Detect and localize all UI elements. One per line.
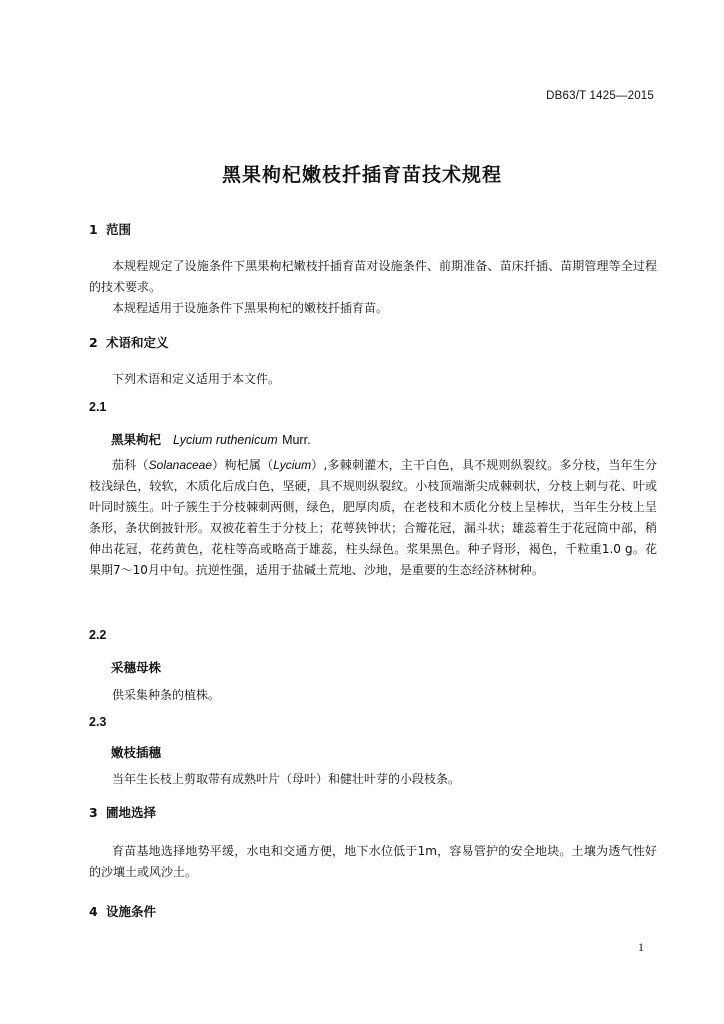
definition-text: 茄科（ [112,458,149,472]
term-2-3-number: 2.3 [89,715,107,729]
term-2-1-definition [89,455,657,581]
page-number: 1 [638,940,644,954]
term-2-1-heading [111,430,311,448]
family-latin-name: Solanaceae [148,458,213,472]
section-4-heading [89,902,156,920]
definition-text: ）枸杞属（ [212,458,274,472]
section-title: 术语和定义 [106,335,169,350]
section-1-heading [89,220,131,238]
section-2-intro: 下列术语和定义适用于本文件。 [112,372,281,386]
section-1-paragraph-1: 本规程规定了设施条件下黑果枸杞嫩枝扦插育苗对设施条件、前期准备、苗床扦插、苗期管理等全过程的技术要求。 [89,259,657,294]
genus-latin-name: Lycium [273,458,312,472]
term-2-2-heading: 采穗母株 [111,660,162,675]
term-2-2-number: 2.2 [89,628,107,642]
term-2-1-number: 2.1 [89,400,107,414]
section-title: 圃地选择 [106,805,157,820]
section-title: 设施条件 [106,904,157,919]
section-number: 3 [89,805,98,820]
document-title: 黑果枸杞嫩枝扦插育苗技术规程 [221,164,502,186]
document-code: DB63/T 1425—2015 [546,90,654,102]
section-title: 范围 [106,222,132,237]
section-number: 4 [89,904,98,919]
term-author: Murr. [282,433,311,447]
definition-text: ）,多棘刺灌木，主干白色，具不规则纵裂纹。多分枝，当年生分枝浅绿色，较软，木质化后成白色，坚硬，具不规则纵裂纹。小枝顶端渐尖成棘刺状，分枝上刺与花、叶或叶同时簇生。叶子簇生于分枝棘刺两侧，绿色，肥厚肉质，在老枝和木质化分枝上呈棒状，当年生分枝上呈条形，条状倒披针形。双被花着生于分枝上；花萼狭钟状；合瓣花冠，漏斗状；雄蕊着生于花冠筒中部，稍伸出花冠，花药黄色，花柱等高或略高于雄蕊，柱头绿色。浆果黑色。种子肾形，褐色，千粒重1.0 g。花果期7～10月中旬。抗逆性强，适用于盐碱土荒地、沙地，是重要的生态经济林树种。 [89,458,657,577]
term-2-2-definition: 供采集种条的植株。 [112,688,221,702]
section-2-heading [89,333,169,351]
section-3-heading [89,803,156,821]
term-latin-name: Lycium ruthenicum [173,433,278,447]
section-number: 1 [89,222,98,237]
term-name: 黑果枸杞 [111,432,162,447]
term-2-3-definition: 当年生长枝上剪取带有成熟叶片（母叶）和健壮叶芽的小段枝条。 [112,772,461,786]
section-3-paragraph-1: 育苗基地选择地势平缓，水电和交通方便，地下水位低于1m，容易管护的安全地块。土壤为透气性好的沙壤土或风沙土。 [89,844,657,879]
section-number: 2 [89,335,98,350]
term-2-3-heading: 嫩枝插穗 [111,745,162,760]
section-1-paragraph-2: 本规程适用于设施条件下黑果枸杞的嫩枝扦插育苗。 [112,301,389,315]
